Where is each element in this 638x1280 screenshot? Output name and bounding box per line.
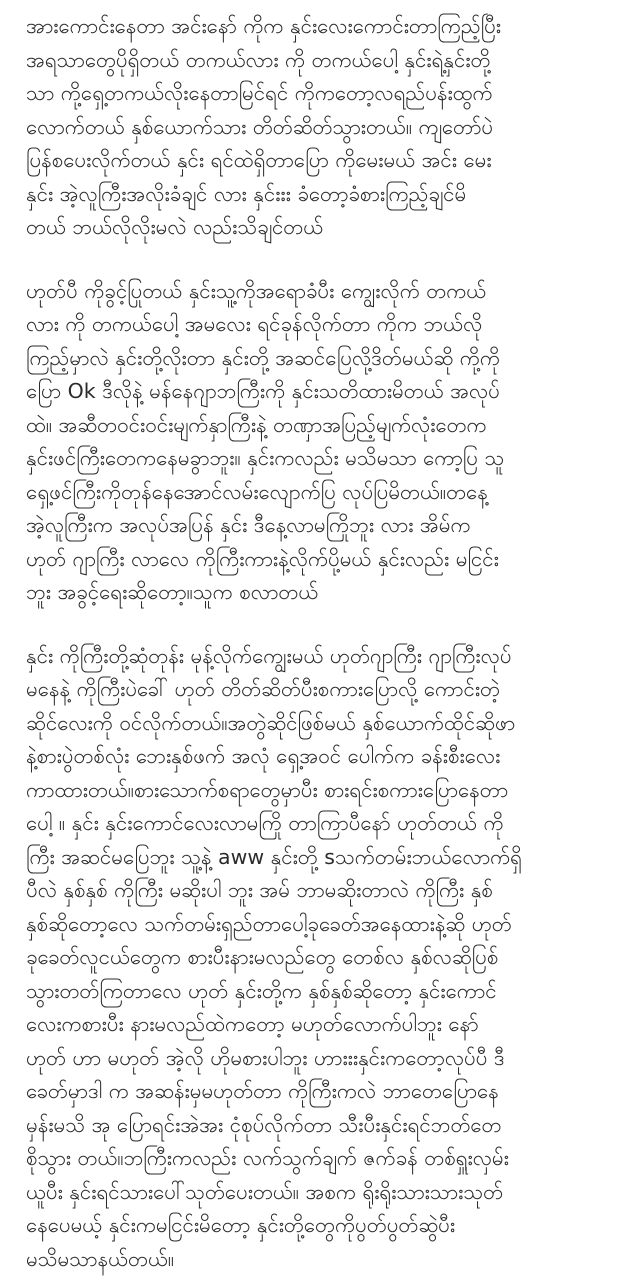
text-line: နှစ်ဆိုတော့လေ သက်တမ်းရှည်တာပေါ့ခုခေတ်အနေထားနဲ့ဆို ဟုတ်: [26, 911, 512, 936]
text-line: ရှေ့ဖင်ကြီးကိုတုန်နေအောင်လမ်းလျောက်ပြ လုပ်ပြမိတယ်။တနေ့: [26, 479, 488, 504]
text-line: နဲ့စားပွဲတစ်လုံး ဘေးနှစ်ဖက် အလုံ ရှေ့အဝင် ပေါက်က ခန်းစီးလေး: [26, 744, 501, 768]
text-line: ပြန်စပေးလိုက်တယ် နှင်း ရင်ထဲရှိတာပြော ကိုမေးမယ် အင်း မေး: [26, 148, 492, 172]
text-line: သာ ကို့ရှေ့တကယ်လိုးနေတာမြင်ရင် ကိုကတော့လရည်ပန်းထွက်: [26, 81, 493, 105]
text-line: နေပေမယ့် နှင်းကမငြင်းမိတော့ နှင်းတို့တွေကိုပွတ်ပွတ်ဆွဲပီး: [26, 1213, 456, 1237]
text-line: ခုခေတ်လူငယ်တွေက စားပီးနားမလည်တွေ တေစ်လ နှစ်လဆိုပြစ်: [26, 945, 499, 969]
text-line: ပေါ့ ။ နှင်း နှင်းကောင်လေးလာမကြို တာကြာပီနော် ဟုတ်တယ် ကို: [26, 811, 504, 835]
text-line: တယ် ဘယ်လိုလိုးမလဲ လည်းသိချင်တယ်: [26, 215, 324, 239]
text-line: ဟုတ် ဂျာကြီး လာလေ ကိုကြီးကားနဲ့လိုက်ပို့မယ် နှင်းလည်း မငြင်း: [26, 546, 499, 571]
paragraph-2: [26, 275, 612, 610]
text-line: အားကောင်းနေတာ အင်းနော် ကိုက နှင်းလေးကောင်းတာကြည့်ပြီး: [26, 14, 501, 38]
text-line: ဟုတ် ဟာ မဟုတ် အဲ့လို ဟိုမစားပါဘူး ဟားးးနှင်းကတော့လုပ်ပီ ဒီ: [26, 1045, 505, 1070]
text-line: ဆိုင်လေးကို ဝင်လိုက်တယ်။အတွဲဆိုင်ဖြစ်မယ် နှစ်ယောက်ထိုင်ဆိုဖာ: [26, 710, 516, 735]
text-line: ပြော Ok ဒီလိုနဲ့ မန်နေဂျာဘကြီးကို နှင်းသတိထားမိတယ် အလုပ်: [26, 379, 500, 403]
text-line: ဘူး အခွင့်ရေးဆိုတော့။သူက စလာတယ်: [26, 580, 319, 604]
text-line: နှင်း ကိုကြီးတို့ဆုံတုန်း မုန့်လိုက်ကျွေးမယ် ဟုတ်ဂျာကြီး ဂျာကြီးလုပ်: [26, 643, 512, 668]
text-line: နှင်း အဲ့လူကြီးအလိုးခံချင် လား နှင်းးး ခံတော့ခံစားကြည့်ချင်မိ: [26, 181, 467, 206]
paragraph-gap: [26, 610, 612, 640]
text-line: ကြည့်မှာလဲ နှင်းတို့လိုးတာ နှင်းတို့ အဆင်ပြေလို့ဒိတ်မယ်ဆို ကို့ကို: [26, 345, 500, 370]
text-line: လေးကစားပီး နားမလည်ထဲကတော့ မဟုတ်လောက်ပါဘူး နော်: [26, 1012, 479, 1036]
text-line: ပီလဲ နှစ်နှစ် ကိုကြီး မဆိုးပါ ဘူး အမ် ဘာမဆိုးတာလဲ ကိုကြီး နှစ်: [26, 878, 493, 902]
text-line: ထဲ။ အဆီတဝင်းဝင်းမျက်နှာကြီးနဲ့ တဏှာအပြည့်မျက်လုံးတေက: [26, 412, 487, 437]
text-line: ကာထားတယ်။စားသောက်စရာတွေမှာပီး စားရင်းစကားပြောနေတာ: [26, 777, 509, 802]
text-line: မသိမသာနယ်တယ်။: [26, 1246, 175, 1271]
text-line: ယူပီး နှင်းရင်သားပေါ်သုတ်ပေးတယ်။ အစက ရိုးရိုးသားသားသုတ်: [26, 1179, 504, 1204]
text-line: ကြီး အဆင်မပြေဘူး သူ့နဲ့ aww နှင်းတို့ sသက်တမ်းဘယ်လောက်ရှိ: [26, 844, 522, 869]
text-line: မှန်းမသိ အု ပြောရင်းအဲအး ငုံစုပ်လိုက်တာ သီးပီးနှင်းရင်ဘတ်တေ: [26, 1112, 502, 1137]
text-line: အဲ့လူကြီးက အလုပ်အပြန် နှင်း ဒီနေ့လာမကြိုဘူး လား အိမ်က: [26, 513, 471, 537]
text-line: မနေနဲ့ ကိုကြီးပဲခေါ် ဟုတ် တိတ်ဆိတ်ပီးစကားပြောလို့ ကောင်းတဲ့: [26, 677, 501, 701]
paragraph-3: [26, 640, 612, 1277]
text-line: လောက်တယ် နှစ်ယောက်သား တိတ်ဆိတ်သွားတယ်။ ကျတော်ပဲ: [26, 114, 494, 139]
text-line: လား ကို တကယ်ပေါ့ အမလေး ရင်ခုန်လိုက်တာ ကိုက ဘယ်လို: [26, 312, 483, 336]
text-line: စိုသွား တယ်။ဘကြီးကလည်း လက်သွက်ချက် ဇက်ခန် တစ်ရှူးလှမ်း: [26, 1146, 509, 1170]
text-line: နှင်းဖင်ကြီးတေကနေမခွာဘူး။ နှင်းကလည်း မသိမသာ ကော့ပြ သူ: [26, 446, 505, 470]
text-line: ဟုတ်ပီ ကိုခွင့်ပြုတယ် နှင်းသူ့ကိုအရောခံပီး ကျွေးလိုက် တကယ်: [26, 278, 487, 303]
text-line: ခေတ်မှာဒါ က အဆန်းမှမဟုတ်တာ ကိုကြီးကလဲ ဘာတေပြောနေ: [26, 1079, 499, 1103]
text-line: အရသာတွေပိုရှိတယ် တကယ်လား ကို တကယ်ပေါ့ နှင်းရဲ့နှင်းတို့: [26, 47, 491, 72]
paragraph-gap: [26, 245, 612, 275]
paragraph-1: [26, 10, 612, 245]
text-line: သွားတတ်ကြတာလေ ဟုတ် နှင်းတို့က နှစ်နှစ်ဆိုတော့ နှင်းကောင်: [26, 978, 497, 1003]
